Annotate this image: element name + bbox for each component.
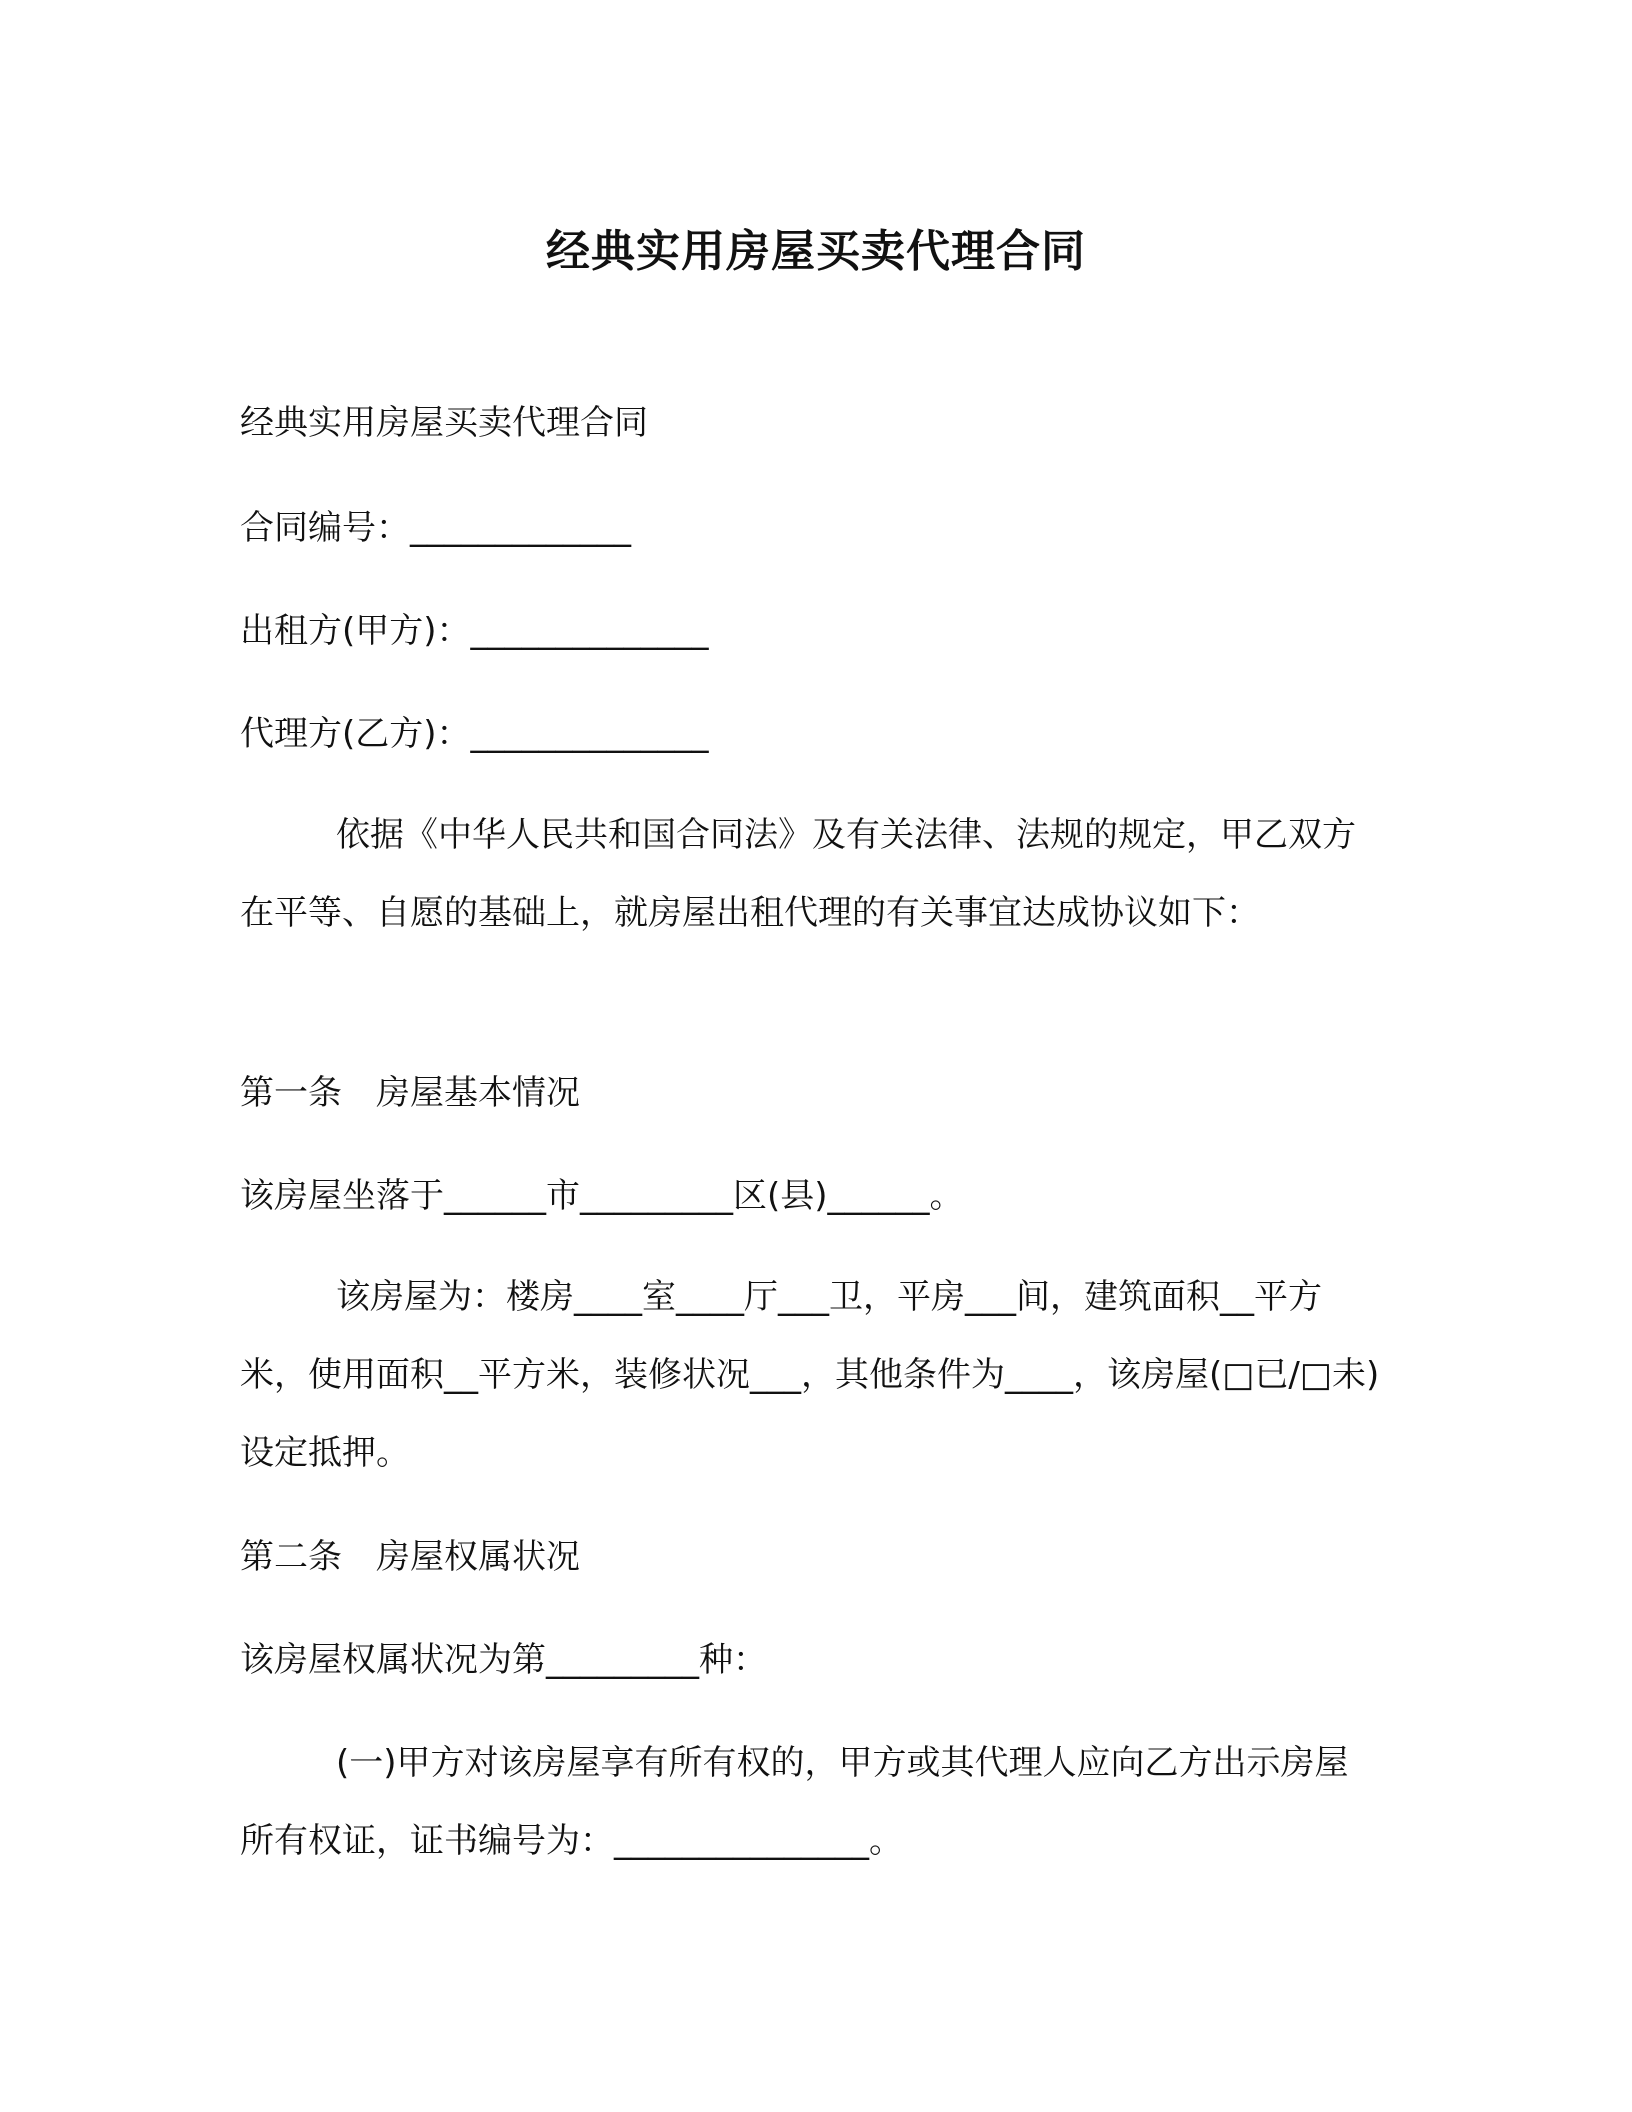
paragraph-ownership-cert: (一)甲方对该房屋享有所有权的，甲方或其代理人应向乙方出示房屋所有权证，证书编号为：_______________。 xyxy=(240,1743,1349,1861)
paragraph-contract-number: 合同编号：_____________ xyxy=(240,508,631,548)
document-title: 经典实用房屋买卖代理合同 xyxy=(546,226,1086,277)
article-1-heading: 第一条 房屋基本情况 xyxy=(240,1073,580,1113)
paragraph-house-details: 该房屋为：楼房____室____厅___卫，平房___间，建筑面积__平方米，使用面积__平方米，装修状况___，其他条件为____，该房屋(□已/□未)设定抵押。 xyxy=(240,1277,1380,1473)
paragraph-party-b: 代理方(乙方)：______________ xyxy=(240,714,709,754)
paragraph-preamble: 依据《中华人民共和国合同法》及有关法律、法规的规定，甲乙双方在平等、自愿的基础上，就房屋出租代理的有关事宜达成协议如下： xyxy=(240,815,1356,933)
paragraph-subtitle: 经典实用房屋买卖代理合同 xyxy=(240,403,648,443)
paragraph-party-a: 出租方(甲方)：______________ xyxy=(240,611,709,651)
article-2-heading: 第二条 房屋权属状况 xyxy=(240,1537,580,1577)
paragraph-ownership-type: 该房屋权属状况为第_________种： xyxy=(240,1640,767,1680)
paragraph-location: 该房屋坐落于______市_________区(县)______。 xyxy=(240,1176,964,1216)
